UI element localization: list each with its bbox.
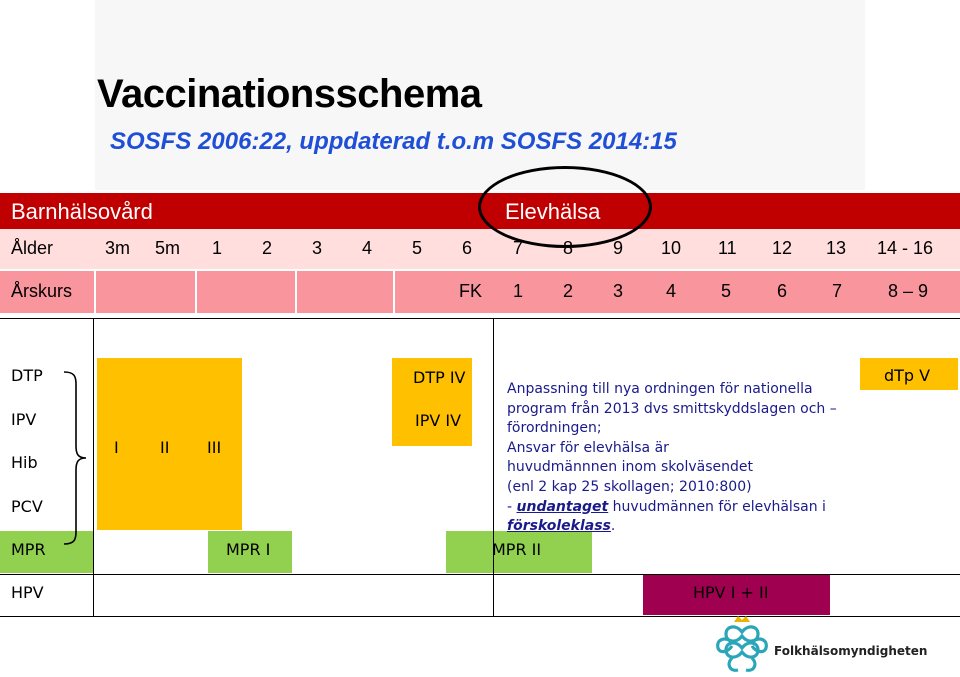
age-value: 8 (563, 238, 574, 258)
age-value: 10 (661, 238, 682, 258)
dose-hpv: HPV I + II (693, 583, 769, 602)
grid-line (0, 574, 960, 575)
grade-value: 2 (563, 281, 574, 301)
note-line: förordningen; (507, 420, 602, 437)
note-line: Anpassning till nya ordningen för nationella (507, 381, 813, 397)
note-line: (enl 2 kap 25 skollagen; 2010:800) (507, 478, 752, 495)
age-value: 3m (105, 238, 131, 258)
grid-line (0, 318, 960, 319)
responsibility-note (507, 380, 852, 537)
dose-dtp-v: dTp V (884, 366, 931, 385)
column-divider (295, 271, 297, 313)
grade-value: 4 (666, 281, 677, 301)
age-label: Ålder (11, 238, 54, 258)
age-value: 4 (362, 238, 373, 258)
grade-value: 6 (777, 281, 788, 301)
grade-value: FK (459, 281, 483, 301)
vaccine-label-hib: Hib (11, 453, 38, 472)
age-value: 12 (772, 238, 793, 258)
brace-icon (60, 370, 90, 546)
age-value: 7 (513, 238, 524, 258)
column-divider (393, 271, 395, 313)
note-line: huvudmännnen inom skolväsendet (507, 459, 753, 476)
vaccine-label-ipv: IPV (11, 410, 37, 429)
age-value: 5m (155, 238, 181, 258)
dose-dtp-iv: DTP IV (413, 368, 466, 387)
age-value: 9 (613, 238, 624, 258)
logo-text: Folkhälsomyndigheten (774, 644, 928, 658)
dose-mpr-ii: MPR II (492, 540, 542, 559)
note-line: Ansvar för elevhälsa är (507, 439, 669, 456)
grid-line (0, 616, 960, 617)
header-barnhalsovard: Barnhälsovård (11, 199, 153, 224)
age-value: 1 (212, 238, 223, 258)
dose-iii: III (207, 438, 222, 457)
vaccine-label-pcv: PCV (11, 497, 43, 516)
grid-line (93, 318, 94, 617)
header-elevhalsa: Elevhälsa (505, 199, 601, 224)
highlight-ellipse (478, 166, 652, 248)
grade-value: 1 (513, 281, 524, 301)
age-value: 14 - 16 (877, 238, 934, 258)
dose-ipv-iv: IPV IV (415, 411, 462, 430)
age-value: 13 (826, 238, 847, 258)
column-divider (94, 271, 96, 313)
page-subtitle: SOSFS 2006:22, uppdaterad t.o.m SOSFS 2014:15 (110, 128, 677, 155)
note-line: - undantaget huvudmännen för elevhälsan i (507, 498, 826, 515)
grade-value: 3 (613, 281, 624, 301)
age-row (0, 229, 960, 269)
grade-row (0, 271, 960, 313)
age-value: 2 (262, 238, 273, 258)
page-title: Vaccinationsschema (97, 72, 482, 116)
note-emphasis: undantaget (516, 498, 609, 515)
age-value: 6 (462, 238, 473, 258)
column-divider (195, 271, 197, 313)
grade-label: Årskurs (11, 281, 73, 301)
dose-mpr-i: MPR I (226, 540, 271, 559)
folkhalsomyndigheten-logo-icon (712, 614, 772, 674)
vaccine-label-dtp: DTP (11, 366, 43, 385)
note-line: program från 2013 dvs smittskyddslagen och – (507, 400, 837, 417)
note-line: förskoleklass. (507, 518, 616, 535)
grade-value: 7 (832, 281, 843, 301)
grade-value: 8 – 9 (888, 281, 929, 301)
dose-ii: II (160, 438, 170, 457)
vaccine-label-hpv: HPV (11, 583, 44, 602)
note-emphasis: förskoleklass (507, 518, 611, 535)
grid-line (493, 318, 494, 617)
grade-value: 5 (721, 281, 732, 301)
age-value: 11 (718, 238, 737, 258)
age-value: 5 (412, 238, 423, 258)
dose-i: I (114, 438, 119, 457)
vaccine-label-mpr: MPR (11, 540, 46, 559)
age-value: 3 (312, 238, 323, 258)
